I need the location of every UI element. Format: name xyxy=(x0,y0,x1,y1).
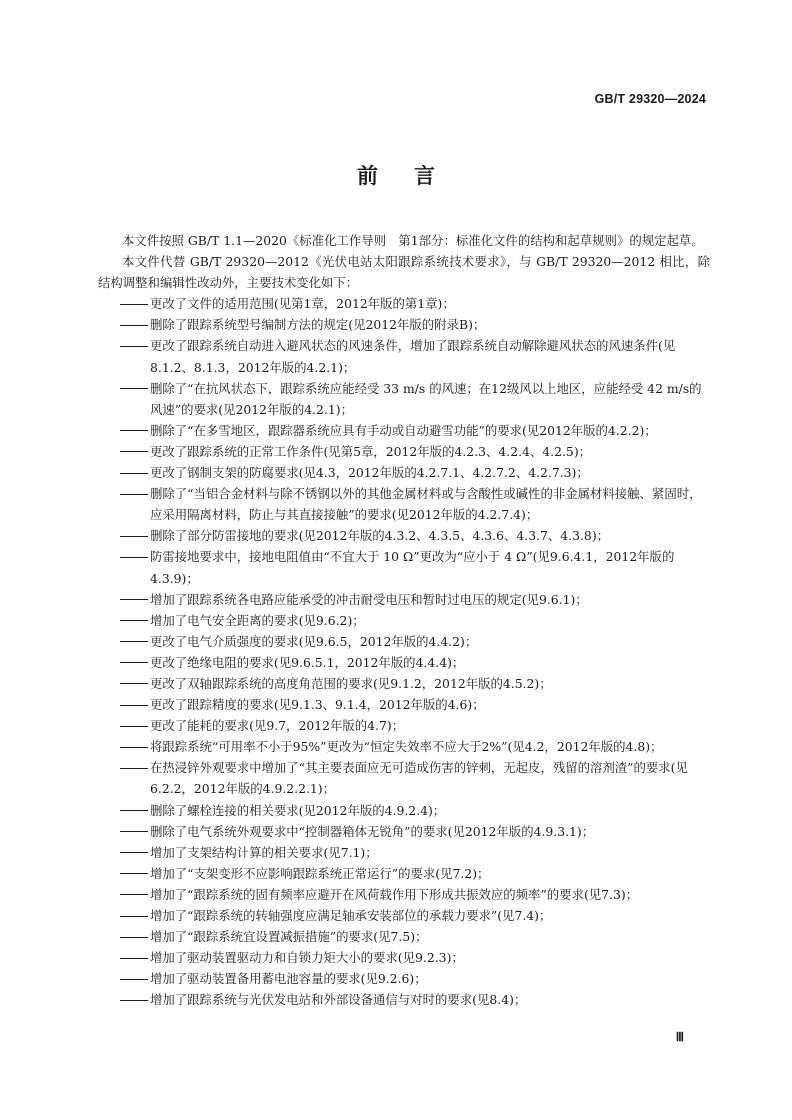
change-text: 将跟踪系统“可用率不小于95%”更改为“恒定失效率不应大于2%”(见4.2，2012年版的4.8)； xyxy=(150,739,663,755)
foreword-body xyxy=(98,230,710,1010)
page-title: 前言 xyxy=(357,164,471,188)
change-item xyxy=(98,525,710,546)
change-item xyxy=(98,715,710,736)
change-item xyxy=(98,905,710,926)
change-item xyxy=(98,335,710,377)
change-text: 增加了电气安全距离的要求(见9.6.2)； xyxy=(150,612,365,628)
change-item xyxy=(98,441,710,462)
change-text: 增加了“跟踪系统的固有频率应避开在风荷载作用下形成共振效应的频率”的要求(见7.3)； xyxy=(150,886,639,902)
change-item xyxy=(98,800,710,821)
change-item xyxy=(98,989,710,1010)
change-item xyxy=(98,673,710,694)
changes-list xyxy=(98,293,710,1010)
change-item xyxy=(98,652,710,673)
change-text: 增加了“跟踪系统宜设置减振措施”的要求(见7.5)； xyxy=(150,929,428,945)
change-item xyxy=(98,420,710,441)
change-item xyxy=(98,610,710,631)
change-text: 更改了能耗的要求(见9.7，2012年版的4.7)； xyxy=(150,718,405,734)
change-text: 更改了电气介质强度的要求(见9.6.5，2012年版的4.4.2)； xyxy=(150,633,478,649)
change-item xyxy=(98,821,710,842)
change-text: 增加了支架结构计算的相关要求(见7.1)； xyxy=(150,844,378,860)
change-text: 增加了“跟踪系统的转轴强度应满足轴承安装部位的承载力要求”(见7.4)； xyxy=(150,908,552,923)
change-text: 删除了螺栓连接的相关要求(见2012年版的4.9.2.4)； xyxy=(150,802,446,818)
change-text: 更改了跟踪精度的要求(见9.1.3、9.1.4，2012年版的4.6)； xyxy=(150,697,485,713)
change-text: 增加了“支架变形不应影响跟踪系统正常运行”的要求(见7.2)； xyxy=(150,865,490,881)
change-item xyxy=(98,546,710,588)
change-item xyxy=(98,842,710,863)
change-text: 删除了部分防雷接地的要求(见2012年版的4.3.2、4.3.5、4.3.6、4.3.7、4.3.8)； xyxy=(150,528,610,544)
change-item xyxy=(98,863,710,884)
change-item xyxy=(98,947,710,968)
change-text: 防雷接地要求中，接地电阻值由“不宜大于 10 Ω”更改为“应小于 4 Ω”(见9.6.4.1，2012年版的4.3.9)； xyxy=(150,549,675,586)
change-text: 删除了“在抗风状态下，跟踪系统应能经受 33 m/s 的风速；在12级风以上地区，应能经受 42 m/s的风速”的要求(见2012年版的4.2.1)； xyxy=(150,380,702,417)
change-text: 增加了跟踪系统各电路应能承受的冲击耐受电压和暂时过电压的规定(见9.6.1)； xyxy=(150,591,588,607)
change-text: 在热浸锌外观要求中增加了“其主要表面应无可造成伤害的锌刺，无起皮，残留的溶剂渣”的要求(见6.2.2，2012年版的4.9.2.2.1)； xyxy=(150,760,688,797)
change-item xyxy=(98,589,710,610)
change-item xyxy=(98,884,710,905)
change-text: 更改了跟踪系统自动进入避风状态的风速条件，增加了跟踪系统自动解除避风状态的风速条件(见8.1.2、8.1.3，2012年版的4.2.1)； xyxy=(150,338,676,375)
page-number: Ⅲ xyxy=(675,1030,684,1044)
change-item xyxy=(98,736,710,757)
change-item xyxy=(98,293,710,314)
standard-code: GB/T 29320—2024 xyxy=(594,92,706,106)
change-text: 删除了“当铝合金材料与除不锈钢以外的其他金属材料或与含酸性或碱性的非金属材料接触、紧固时，应采用隔离材料，防止与其直接接触”的要求(见2012年版的4.2.7.4)； xyxy=(150,486,702,523)
change-item xyxy=(98,483,710,525)
change-text: 删除了电气系统外观要求中“控制器箱体无锐角”的要求(见2012年版的4.9.3.1)； xyxy=(150,823,595,839)
change-text: 增加了驱动装置备用蓄电池容量的要求(见9.2.6)； xyxy=(150,971,427,987)
intro-paragraph: 本文件按照 GB/T 1.1—2020《标准化工作导则 第1部分：标准化文件的结构和起草规则》的规定起草。 xyxy=(122,233,704,248)
change-text: 更改了跟踪系统的正常工作条件(见第5章，2012年版的4.2.3、4.2.4、4.2.5)； xyxy=(150,443,592,459)
change-text: 更改了文件的适用范围(见第1章，2012年版的第1章)； xyxy=(150,296,455,312)
change-item xyxy=(98,926,710,947)
change-text: 更改了双轴跟踪系统的高度角范围的要求(见9.1.2，2012年版的4.5.2)； xyxy=(150,675,552,691)
replacement-paragraph: 本文件代替 GB/T 29320—2012《光伏电站太阳跟踪系统技术要求》，与 GB/T 29320—2012 相比，除结构调整和编辑性改动外，主要技术变化如下： xyxy=(98,254,710,291)
change-item xyxy=(98,314,710,335)
change-item xyxy=(98,968,710,989)
change-item xyxy=(98,462,710,483)
change-text: 删除了“在多雪地区，跟踪器系统应具有手动或自动避雪功能”的要求(见2012年版的4.2.2)； xyxy=(150,422,657,438)
change-item xyxy=(98,378,710,420)
change-text: 增加了跟踪系统与光伏发电站和外部设备通信与对时的要求(见8.4)； xyxy=(150,992,527,1008)
change-item xyxy=(98,757,710,799)
change-text: 更改了钢制支架的防腐要求(见4.3，2012年版的4.2.7.1、4.2.7.2、4.2.7.3)； xyxy=(150,465,589,481)
change-text: 增加了驱动装置驱动力和自锁力矩大小的要求(见9.2.3)； xyxy=(150,950,464,966)
change-item xyxy=(98,694,710,715)
change-text: 更改了绝缘电阻的要求(见9.6.5.1，2012年版的4.4.4)； xyxy=(150,654,465,670)
change-text: 删除了跟踪系统型号编制方法的规定(见2012年版的附录B)； xyxy=(150,317,486,333)
change-item xyxy=(98,631,710,652)
